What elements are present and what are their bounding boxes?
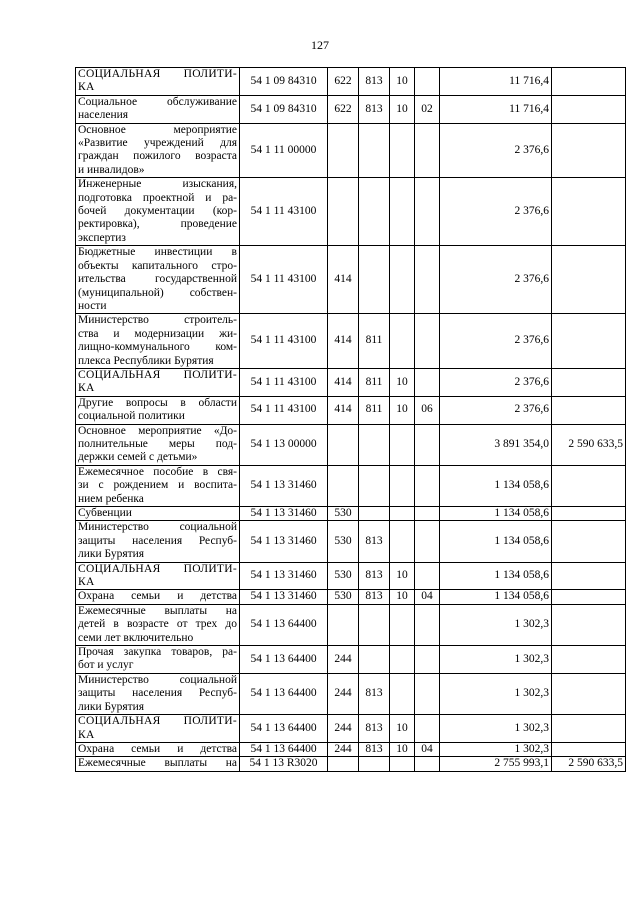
federal-amount-cell [552,604,626,645]
subsection-cell [415,646,440,674]
expense-type-cell: 244 [328,715,359,743]
federal-amount-cell [552,507,626,521]
subsection-cell [415,604,440,645]
ministry-code-cell [359,757,390,771]
expense-type-cell: 414 [328,246,359,314]
item-name-line: семи лет включительно [78,631,194,644]
item-name-cell [76,562,240,590]
item-name-cell [76,368,240,396]
item-name-line: Ежемесячное пособие в свя- [78,465,237,478]
subsection-cell [415,368,440,396]
amount-cell: 11 716,4 [440,68,552,96]
item-name-line: Субвенции [78,507,132,519]
amount-cell: 1 134 058,6 [440,590,552,604]
item-name-cell [76,314,240,369]
table-row [76,742,626,756]
item-name-line: Прочая закупка товаров, ра- [78,646,237,659]
table-row [76,590,626,604]
item-name-line: (муниципальной) собствен- [78,286,237,299]
item-name-line: ства и модернизации жи- [78,327,237,340]
expense-type-cell [328,424,359,465]
budget-table [75,67,626,772]
item-name-line: Ежемесячные выплаты на [78,757,237,770]
item-name-cell [76,465,240,506]
subsection-cell [415,68,440,96]
expense-type-cell: 244 [328,646,359,674]
subsection-cell [415,123,440,178]
page-number: 127 [311,38,329,52]
item-name-line: Охрана семьи и детства [78,590,237,603]
target-article-cell: 54 1 13 31460 [240,590,328,604]
item-name-line: бот и услуг [78,659,134,672]
table-row [76,562,626,590]
section-cell: 10 [390,742,415,756]
target-article-cell: 54 1 13 31460 [240,521,328,562]
item-name-line: Основное мероприятие «До- [78,424,237,437]
federal-amount-cell: 2 590 633,5 [552,757,626,771]
amount-cell: 1 134 058,6 [440,562,552,590]
item-name-line: ректировка), проведение [78,218,237,231]
item-name-line: Охрана семьи и детства [78,742,237,755]
item-name-cell [76,590,240,604]
subsection-cell [415,673,440,714]
amount-cell: 2 376,6 [440,246,552,314]
target-article-cell: 54 1 13 31460 [240,507,328,521]
subsection-cell [415,465,440,506]
subsection-cell [415,757,440,771]
item-name-cell [76,742,240,756]
ministry-code-cell: 813 [359,562,390,590]
item-name-line: СОЦИАЛЬНАЯ ПОЛИТИ- [78,715,237,728]
federal-amount-cell [552,742,626,756]
target-article-cell: 54 1 11 43100 [240,396,328,424]
item-name-line: ности [78,299,107,312]
federal-amount-cell [552,673,626,714]
item-name-line: населения [78,109,129,122]
item-name-cell [76,424,240,465]
table-row [76,521,626,562]
table-row [76,507,626,521]
item-name-line: Министерство социальной [78,673,237,686]
section-cell [390,178,415,246]
table-row [76,95,626,123]
amount-cell: 1 302,3 [440,742,552,756]
section-cell [390,507,415,521]
item-name-line: Бюджетные инвестиции в [78,246,237,259]
section-cell [390,646,415,674]
item-name-line: Министерство социальной [78,521,237,534]
item-name-line: нием ребенка [78,492,144,505]
section-cell: 10 [390,396,415,424]
ministry-code-cell: 813 [359,715,390,743]
expense-type-cell: 622 [328,95,359,123]
amount-cell: 1 134 058,6 [440,465,552,506]
item-name-line: экспертиз [78,231,126,244]
item-name-cell [76,123,240,178]
item-name-cell [76,246,240,314]
target-article-cell: 54 1 13 64400 [240,646,328,674]
ministry-code-cell: 813 [359,742,390,756]
amount-cell: 2 755 993,1 [440,757,552,771]
target-article-cell: 54 1 11 00000 [240,123,328,178]
table-row [76,646,626,674]
ministry-code-cell: 813 [359,521,390,562]
section-cell [390,246,415,314]
item-name-line: социальной политики [78,410,185,423]
ministry-code-cell [359,604,390,645]
section-cell [390,314,415,369]
federal-amount-cell [552,465,626,506]
amount-cell: 2 376,6 [440,368,552,396]
subsection-cell [415,521,440,562]
table-row [76,396,626,424]
federal-amount-cell [552,562,626,590]
item-name-cell [76,604,240,645]
amount-cell: 2 376,6 [440,314,552,369]
ministry-code-cell: 811 [359,368,390,396]
section-cell [390,465,415,506]
target-article-cell: 54 1 09 84310 [240,68,328,96]
subsection-cell [415,507,440,521]
ministry-code-cell: 811 [359,314,390,369]
subsection-cell [415,178,440,246]
item-name-cell [76,95,240,123]
expense-type-cell [328,178,359,246]
expense-type-cell [328,604,359,645]
target-article-cell: 54 1 13 31460 [240,465,328,506]
table-row [76,673,626,714]
item-name-line: Ежемесячные выплаты на [78,604,237,617]
federal-amount-cell [552,715,626,743]
item-name-line: плекса Республики Бурятия [78,354,214,367]
item-name-cell [76,178,240,246]
section-cell: 10 [390,95,415,123]
item-name-cell [76,673,240,714]
federal-amount-cell [552,123,626,178]
ministry-code-cell: 813 [359,590,390,604]
table-row [76,246,626,314]
expense-type-cell: 530 [328,590,359,604]
federal-amount-cell [552,178,626,246]
subsection-cell [415,424,440,465]
table-row [76,68,626,96]
table-row [76,715,626,743]
subsection-cell [415,246,440,314]
section-cell: 10 [390,368,415,396]
expense-type-cell: 414 [328,314,359,369]
section-cell [390,424,415,465]
subsection-cell [415,715,440,743]
target-article-cell: 54 1 13 64400 [240,742,328,756]
item-name-line: лищно-коммунального ком- [78,341,237,354]
amount-cell: 2 376,6 [440,178,552,246]
item-name-line: подготовка проектной и ра- [78,191,237,204]
expense-type-cell: 244 [328,742,359,756]
section-cell [390,521,415,562]
amount-cell: 2 376,6 [440,396,552,424]
item-name-line: ительства государственной [78,273,237,286]
item-name-line: держки семей с детьми» [78,451,198,464]
section-cell [390,757,415,771]
item-name-line: Социальное обслуживание [78,95,237,108]
subsection-cell [415,314,440,369]
table-row [76,424,626,465]
target-article-cell: 54 1 13 R3020 [240,757,328,771]
subsection-cell: 04 [415,742,440,756]
section-cell: 10 [390,590,415,604]
expense-type-cell: 622 [328,68,359,96]
ministry-code-cell: 813 [359,68,390,96]
federal-amount-cell [552,95,626,123]
section-cell [390,123,415,178]
item-name-line: Инженерные изыскания, [78,178,237,191]
amount-cell: 11 716,4 [440,95,552,123]
table-row [76,123,626,178]
target-article-cell: 54 1 09 84310 [240,95,328,123]
ministry-code-cell [359,424,390,465]
item-name-line: КА [78,81,95,94]
item-name-line: КА [78,382,95,395]
ministry-code-cell: 811 [359,396,390,424]
expense-type-cell [328,123,359,178]
amount-cell: 1 302,3 [440,646,552,674]
item-name-line: СОЦИАЛЬНАЯ ПОЛИТИ- [78,562,237,575]
item-name-line: СОЦИАЛЬНАЯ ПОЛИТИ- [78,368,237,381]
target-article-cell: 54 1 11 43100 [240,246,328,314]
item-name-cell [76,757,240,771]
ministry-code-cell: 813 [359,95,390,123]
amount-cell: 1 302,3 [440,673,552,714]
federal-amount-cell [552,646,626,674]
item-name-line: Другие вопросы в области [78,396,237,409]
section-cell: 10 [390,562,415,590]
target-article-cell: 54 1 13 31460 [240,562,328,590]
federal-amount-cell [552,68,626,96]
target-article-cell: 54 1 13 64400 [240,604,328,645]
item-name-line: защиты населения Респуб- [78,687,237,700]
item-name-line: Министерство строитель- [78,314,237,327]
item-name-line: защиты населения Респуб- [78,534,237,547]
table-row [76,604,626,645]
item-name-line: полнительные меры под- [78,437,237,450]
section-cell: 10 [390,715,415,743]
target-article-cell: 54 1 13 00000 [240,424,328,465]
item-name-cell [76,521,240,562]
target-article-cell: 54 1 11 43100 [240,314,328,369]
table-row [76,178,626,246]
federal-amount-cell [552,246,626,314]
amount-cell: 1 134 058,6 [440,507,552,521]
item-name-line: Основное мероприятие [78,123,237,136]
subsection-cell: 04 [415,590,440,604]
ministry-code-cell [359,246,390,314]
ministry-code-cell [359,123,390,178]
item-name-line: лики Бурятия [78,700,145,713]
table-row [76,314,626,369]
item-name-line: зи с рождением и воспита- [78,479,237,492]
expense-type-cell [328,465,359,506]
expense-type-cell: 244 [328,673,359,714]
amount-cell: 2 376,6 [440,123,552,178]
target-article-cell: 54 1 13 64400 [240,673,328,714]
federal-amount-cell [552,368,626,396]
expense-type-cell: 530 [328,521,359,562]
amount-cell: 1 134 058,6 [440,521,552,562]
table-row [76,368,626,396]
subsection-cell: 02 [415,95,440,123]
federal-amount-cell [552,590,626,604]
ministry-code-cell [359,507,390,521]
item-name-line: лики Бурятия [78,548,145,561]
item-name-line: граждан пожилого возраста [78,150,237,163]
subsection-cell: 06 [415,396,440,424]
section-cell [390,673,415,714]
item-name-line: и инвалидов» [78,163,145,176]
federal-amount-cell [552,396,626,424]
table-row [76,757,626,771]
item-name-line: «Развитие учреждений для [78,137,237,150]
item-name-line: КА [78,576,95,589]
federal-amount-cell [552,521,626,562]
federal-amount-cell: 2 590 633,5 [552,424,626,465]
federal-amount-cell [552,314,626,369]
item-name-cell [76,646,240,674]
item-name-cell [76,507,240,521]
target-article-cell: 54 1 13 64400 [240,715,328,743]
item-name-line: объекты капитального стро- [78,259,237,272]
item-name-line: СОЦИАЛЬНАЯ ПОЛИТИ- [78,68,237,80]
item-name-cell [76,396,240,424]
ministry-code-cell [359,465,390,506]
amount-cell: 1 302,3 [440,715,552,743]
item-name-line: бочей документации (кор- [78,205,237,218]
target-article-cell: 54 1 11 43100 [240,178,328,246]
expense-type-cell: 530 [328,562,359,590]
ministry-code-cell [359,178,390,246]
item-name-cell [76,715,240,743]
item-name-line: детей в возрасте от трех до [78,618,237,631]
table-body [76,68,626,772]
ministry-code-cell [359,646,390,674]
expense-type-cell: 414 [328,368,359,396]
amount-cell: 3 891 354,0 [440,424,552,465]
expense-type-cell [328,757,359,771]
expense-type-cell: 414 [328,396,359,424]
subsection-cell [415,562,440,590]
section-cell [390,604,415,645]
item-name-line: КА [78,728,95,741]
table-row [76,465,626,506]
target-article-cell: 54 1 11 43100 [240,368,328,396]
ministry-code-cell: 813 [359,673,390,714]
amount-cell: 1 302,3 [440,604,552,645]
item-name-cell [76,68,240,96]
section-cell: 10 [390,68,415,96]
expense-type-cell: 530 [328,507,359,521]
